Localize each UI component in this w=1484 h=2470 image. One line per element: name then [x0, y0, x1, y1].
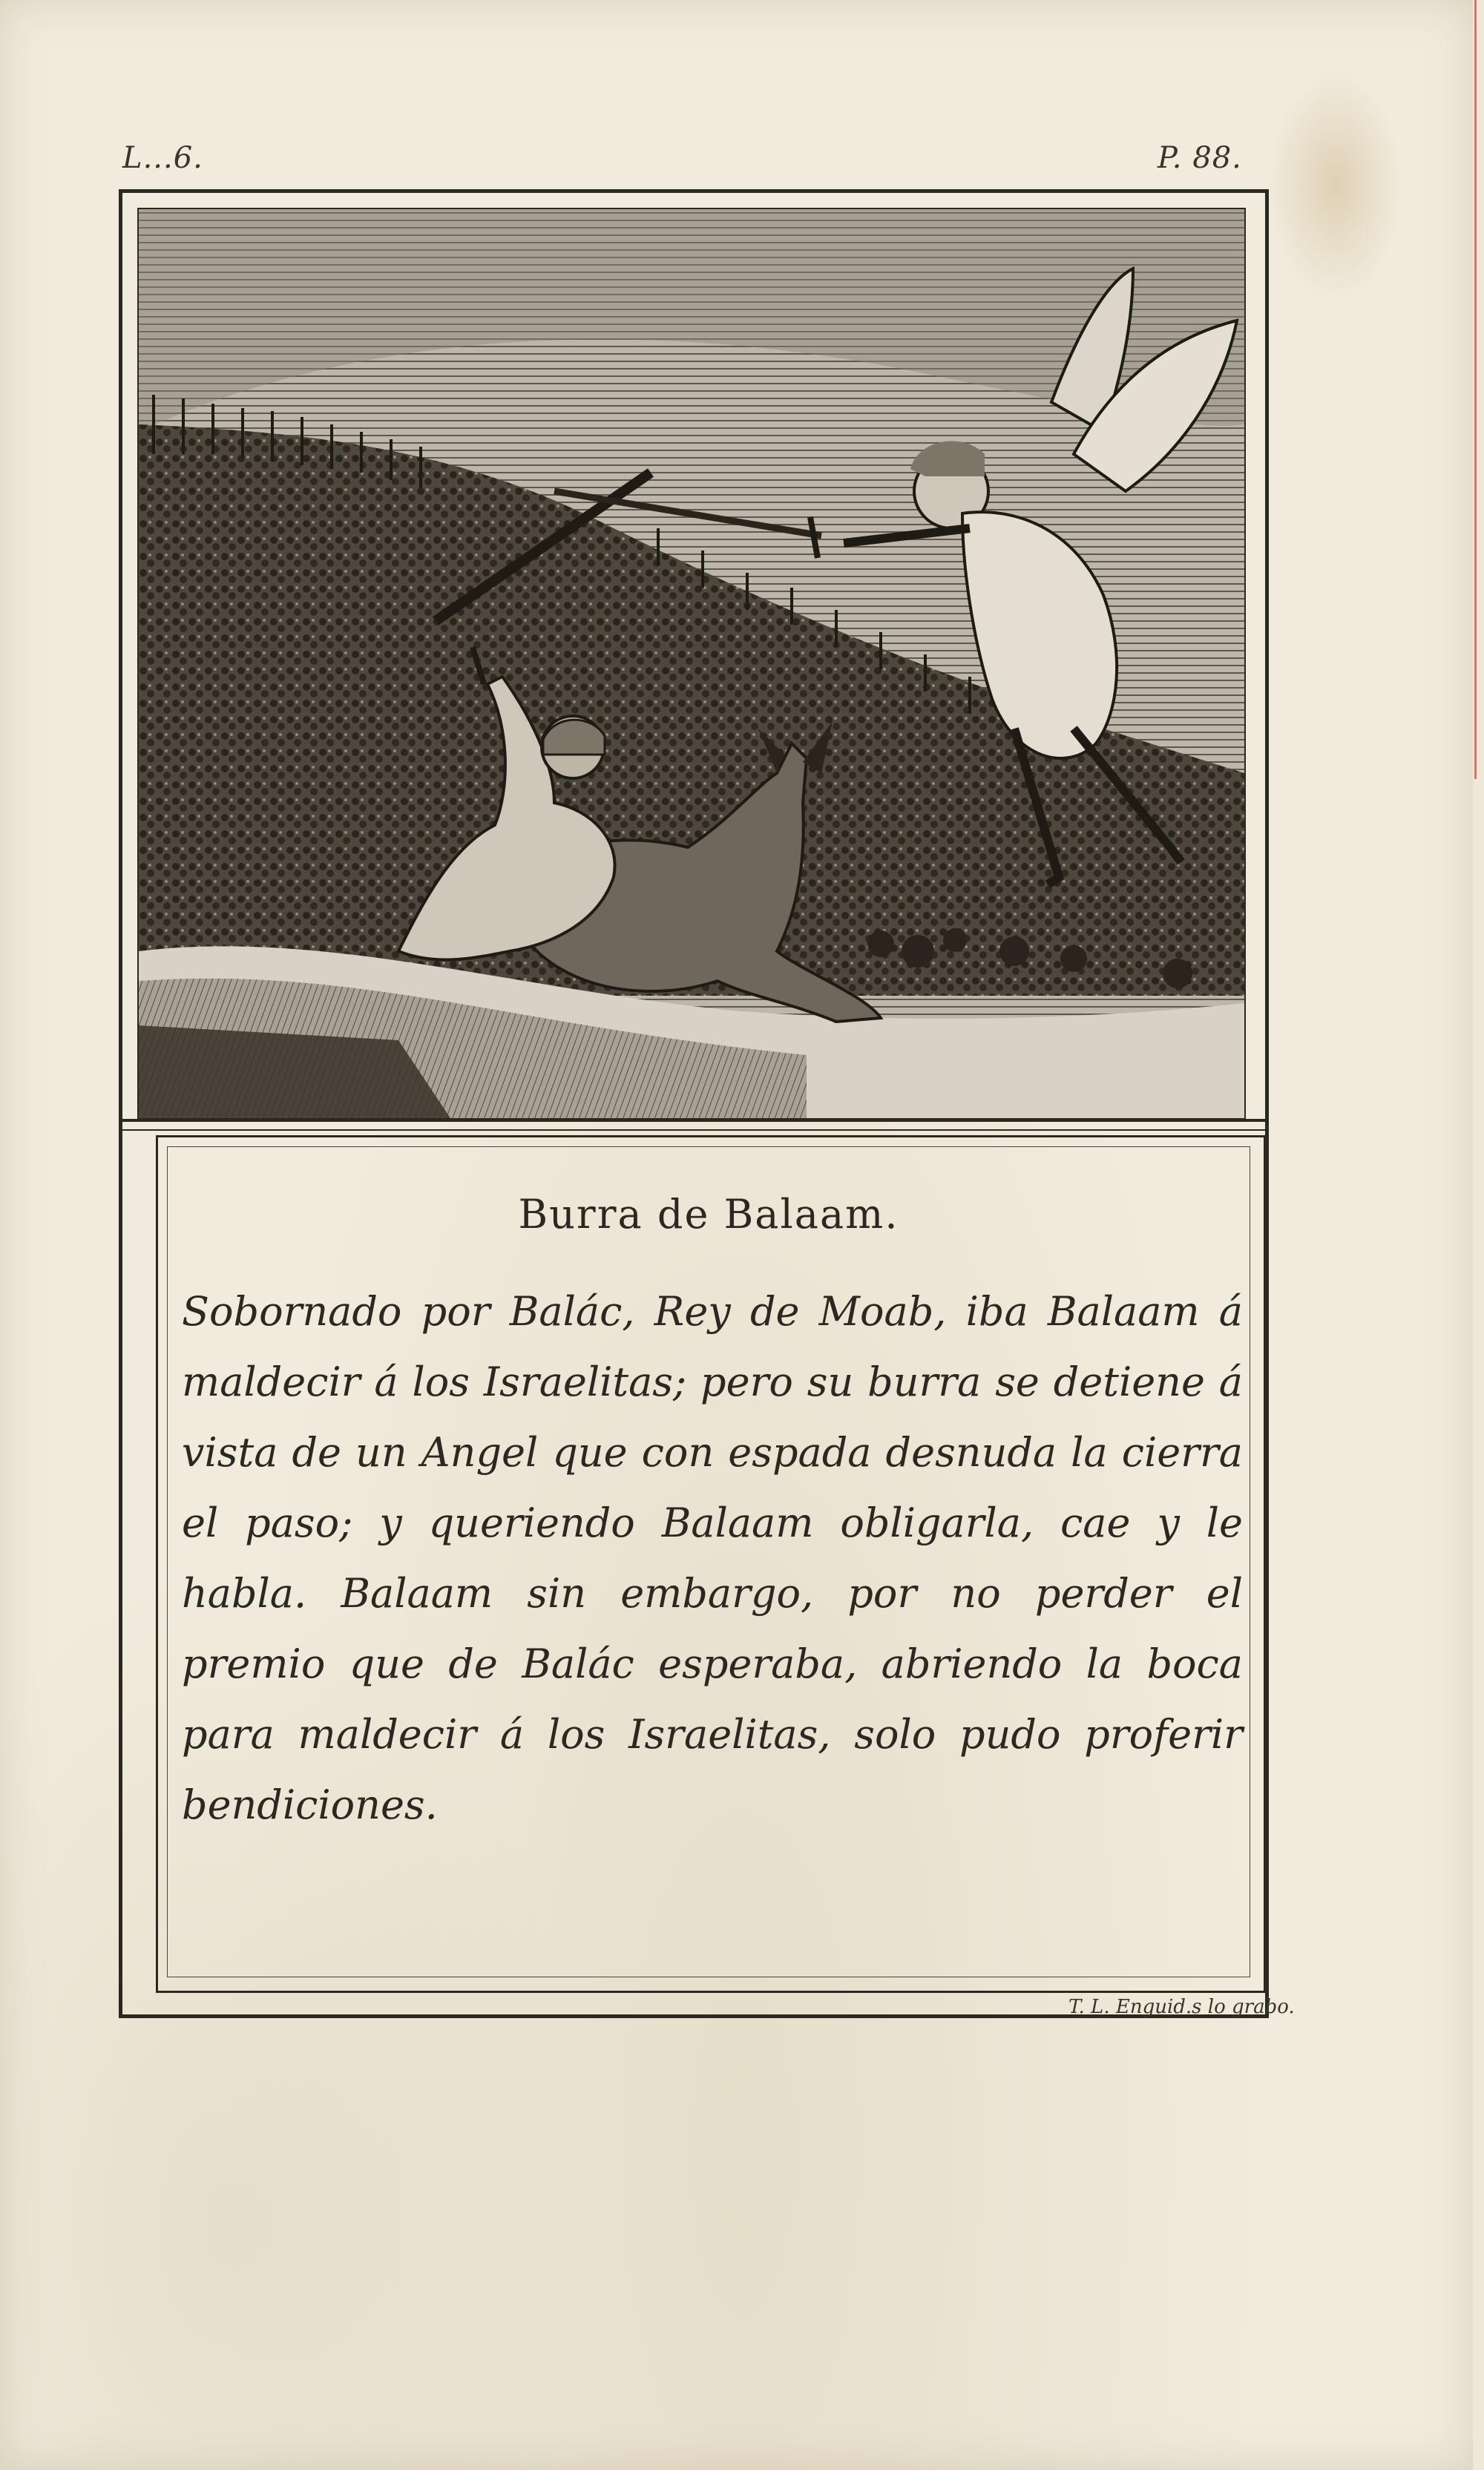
- engraving-illustration: [137, 208, 1246, 1120]
- caption-title: Burra de Balaam.: [518, 1191, 899, 1238]
- plate-page-label: P. 88.: [1158, 141, 1242, 175]
- page-edge: [1473, 0, 1484, 2470]
- plate-divider: [119, 1119, 1269, 1131]
- engraving-drawing: [139, 209, 1244, 1118]
- engraver-credit: T. L. Enguid.s lo grabo.: [1068, 1996, 1295, 2018]
- caption-body: Sobornado por Balác, Rey de Moab, iba Balaam á maldecir á los Israelitas; pero su burra se detiene á vista de un Angel que con espada desnuda la cierra el paso; y queriendo Balaam obligarla, cae y le habla. Balaam sin embargo, por no perder el premio que de Balác esperaba, abriendo la boca para maldecir á los Israelitas, solo pudo proferir bendiciones.: [182, 1288, 1243, 1828]
- plate-volume-label: L...6.: [122, 141, 203, 175]
